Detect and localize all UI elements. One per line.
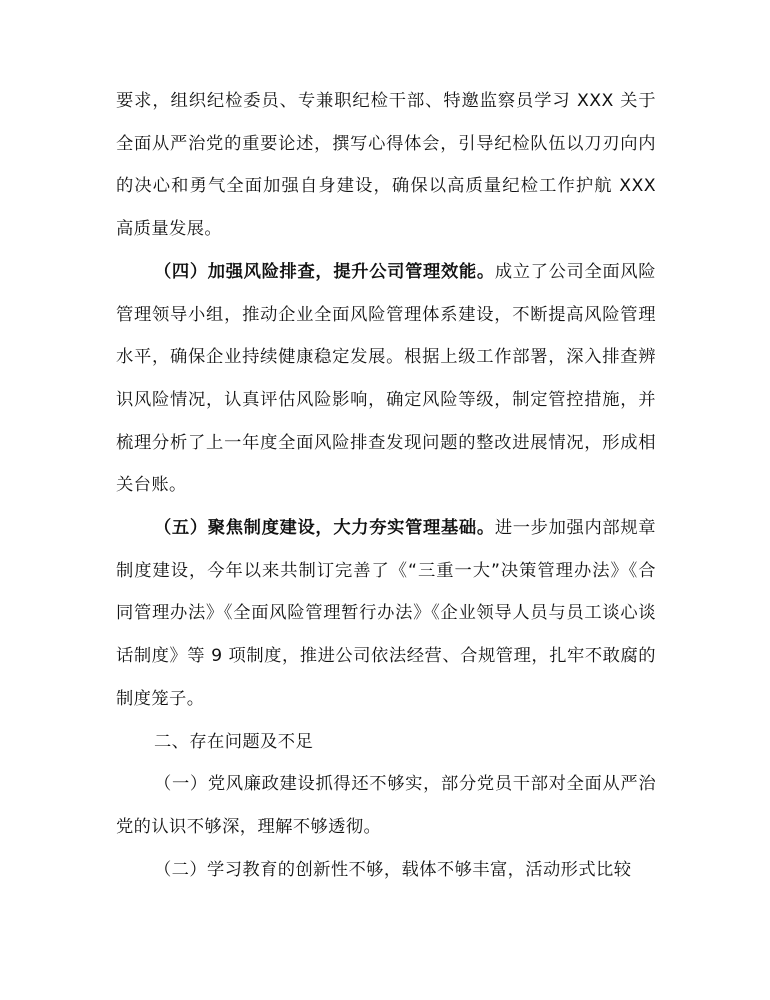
document-body: [116, 80, 656, 891]
paragraph-text: （一）党风廉政建设抓得还不够实，部分党员干部对全面从严治党的认识不够深，理解不够透彻。: [116, 774, 656, 837]
paragraph-text: 要求，组织纪检委员、专兼职纪检干部、特邀监察员学习 XXX 关于全面从严治党的重要论述，撰写心得体会，引导纪检队伍以刀刃向内的决心和勇气全面加强自身建设，确保以高质量纪检工作护航 XXX 高质量发展。: [116, 91, 656, 240]
paragraph-text: 进一步加强内部规章制度建设，今年以来共制订完善了《“三重一大”决策管理办法》《合同管理办法》《全面风险管理暂行办法》《企业领导人员与员工谈心谈话制度》等 9 项制度，推进公司依法经营、合规管理，扎牢不敢腐的制度笼子。: [116, 518, 656, 709]
paragraph-heading: （四）加强风险排查，提升公司管理效能。: [154, 261, 495, 282]
paragraph-text: 成立了公司全面风险管理领导小组，推动企业全面风险管理体系建设，不断提高风险管理水平，确保企业持续健康稳定发展。根据上级工作部署，深入排查辨识风险情况，认真评估风险影响，确定风险等级，制定管控措施，并梳理分析了上一年度全面风险排查发现问题的整改进展情况，形成相关台账。: [116, 261, 656, 496]
paragraph-problem-1: [116, 763, 656, 848]
paragraph-system-building: [116, 507, 656, 721]
paragraph-text: （二）学习教育的创新性不够，载体不够丰富，活动形式比较: [154, 859, 632, 880]
paragraph-problem-2: [116, 849, 656, 892]
paragraph-heading: （五）聚焦制度建设，大力夯实管理基础。: [154, 518, 495, 539]
paragraph-continuation: [116, 80, 656, 251]
paragraph-risk-inspection: [116, 251, 656, 507]
section-heading-problems: [116, 721, 656, 764]
section-heading-text: 二、存在问题及不足: [154, 731, 314, 752]
